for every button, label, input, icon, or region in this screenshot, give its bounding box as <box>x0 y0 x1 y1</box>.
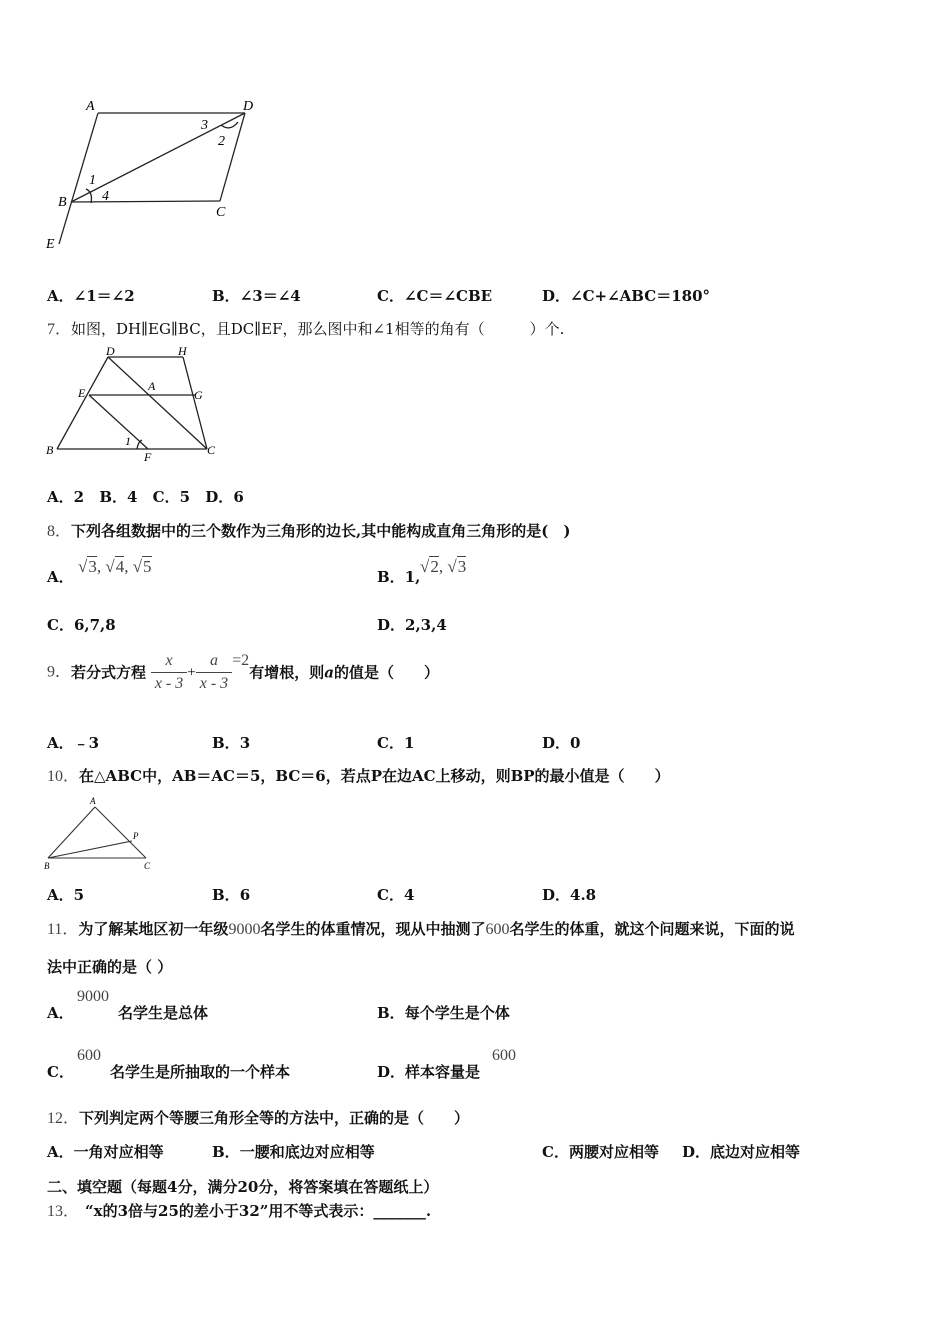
option-label: B． <box>212 1143 240 1161</box>
question-text: 名学生的体重，就这个问题来说，下面的说 <box>509 920 795 938</box>
q12-option-d[interactable] <box>682 1142 800 1162</box>
option-text: ∠C＝∠CBE <box>403 287 493 305</box>
option-text: ∠3＝∠4 <box>239 287 301 305</box>
option-text: 2,3,4 <box>405 616 447 634</box>
q8-option-b-radicals: √2, √3 <box>420 557 467 576</box>
line-dc <box>108 357 207 449</box>
number-9000: 9000 <box>228 921 261 938</box>
label-a: A <box>148 379 156 393</box>
option-text: ∠1＝∠2 <box>73 287 135 305</box>
q11-option-d-number: 600 <box>492 1047 516 1064</box>
q8-option-b[interactable] <box>377 567 420 587</box>
q8-option-c[interactable] <box>47 615 116 635</box>
denominator: x - 3 <box>196 672 232 695</box>
option-text: 1, <box>404 568 421 586</box>
option-text: 底边对应相等 <box>710 1143 801 1161</box>
numerator: a <box>209 652 218 669</box>
question-number: 8． <box>47 523 72 540</box>
option-label: D． <box>377 616 406 634</box>
q6-option-a[interactable] <box>47 286 135 306</box>
option-text: 0 <box>570 734 581 752</box>
q10-option-a[interactable] <box>47 885 84 905</box>
option-label: C． <box>47 1063 74 1081</box>
q10-option-b[interactable] <box>212 885 250 905</box>
plus-sign: + <box>187 664 196 681</box>
option-label: D． <box>205 488 234 506</box>
angle-4: 4 <box>102 189 109 204</box>
option-text: 6 <box>239 886 251 904</box>
q8-option-d[interactable] <box>377 615 447 635</box>
option-label: C． <box>542 1143 569 1161</box>
option-label: D． <box>542 287 571 305</box>
question-number: 13． <box>47 1203 80 1220</box>
label-c: C <box>207 443 216 457</box>
radicand: 3 <box>457 557 467 576</box>
option-label: A． <box>47 568 74 586</box>
q10-stem <box>47 766 670 787</box>
option-text: 4 <box>127 488 138 506</box>
option-text: 样本容量是 <box>405 1063 481 1081</box>
option-text: 5 <box>73 886 85 904</box>
fraction-x-over-x-minus-3 <box>151 650 187 695</box>
question-text: 的值是（ ） <box>333 663 439 682</box>
label-b: B <box>58 195 67 210</box>
question-text: 下列各组数据中的三个数作为三角形的边长,其中能构成直角三角形的是( ) <box>71 522 571 540</box>
radicand: 3 <box>88 557 97 576</box>
sqrt-icon: √ <box>447 557 457 576</box>
q8-option-a[interactable] <box>47 567 74 587</box>
question-text: 若分式方程 <box>71 663 147 682</box>
option-label: D． <box>682 1143 711 1161</box>
label-d: D <box>243 99 254 114</box>
line-hc <box>183 357 207 449</box>
option-text: 6 <box>233 488 244 506</box>
label-b: B <box>46 443 54 457</box>
option-label: A． <box>47 886 74 904</box>
q6-option-d[interactable] <box>542 286 710 306</box>
option-text: 3 <box>239 734 251 752</box>
question-text: 在△ABC中，AB＝AC＝5，BC＝6，若点P在边AC上移动，则BP的最小值是（ ） <box>79 767 670 785</box>
q11-option-c[interactable] <box>47 1062 74 1082</box>
option-label: C． <box>377 734 404 752</box>
option-label: B． <box>377 1004 405 1022</box>
option-label: C． <box>377 287 404 305</box>
question-number: 11． <box>47 921 79 938</box>
numerator: x <box>165 652 173 669</box>
q11-option-c-number: 600 <box>77 1047 101 1064</box>
option-label: B． <box>377 568 405 586</box>
question-text: 下列判定两个等腰三角形全等的方法中，正确的是（ ） <box>79 1109 470 1127</box>
q11-option-b[interactable] <box>377 1003 510 1023</box>
variable-a: a <box>324 663 334 682</box>
radicand: 4 <box>115 557 125 576</box>
q11-stem-line1 <box>47 919 794 940</box>
option-text: 6,7,8 <box>73 616 116 634</box>
question-text: 为了解某地区初一年级 <box>78 920 229 938</box>
angle-2: 2 <box>218 134 225 149</box>
option-label: A． <box>47 488 74 506</box>
sqrt-icon: √ <box>132 557 143 576</box>
q8-stem <box>47 521 570 542</box>
q11-option-a[interactable] <box>47 1003 74 1023</box>
option-text: ∠C+∠ABC＝180° <box>570 287 711 305</box>
option-label: A． <box>47 287 74 305</box>
option-label: C． <box>47 616 74 634</box>
angle-3: 3 <box>201 118 208 133</box>
arc-angle-1 <box>137 440 142 449</box>
option-label: B． <box>212 886 240 904</box>
label-c: C <box>216 205 226 220</box>
number-600: 600 <box>485 921 510 938</box>
option-text: ﹣3 <box>73 734 100 752</box>
angle-1: 1 <box>89 173 96 188</box>
q12-stem <box>47 1108 469 1129</box>
angle-1: 1 <box>125 434 131 448</box>
option-label: D． <box>377 1063 406 1081</box>
q9-option-c[interactable] <box>377 733 414 753</box>
q8-option-a-radicals: √3, √4, √5 <box>78 557 152 576</box>
question-number: 7． <box>47 321 72 338</box>
label-a: A <box>90 796 96 806</box>
question-text: “x的3倍与25的差小于32”用不等式表示： <box>85 1202 374 1220</box>
radicand: 5 <box>143 557 152 576</box>
option-text: 一腰和底边对应相等 <box>239 1143 375 1161</box>
equals-two: =2 <box>232 652 250 669</box>
side-bc <box>71 201 220 202</box>
section-title-fill-in: 二、填空题（每题4分，满分20分，将答案填在答题纸上） <box>47 1178 439 1196</box>
q13-stem <box>47 1201 431 1222</box>
q10-option-d[interactable] <box>542 885 596 905</box>
question-end: . <box>425 1202 432 1220</box>
question-number: 9． <box>47 663 72 681</box>
q11-stem-line2: 法中正确的是（ ） <box>47 958 173 976</box>
question-number: 10． <box>47 768 80 785</box>
question-text: 名学生的体重情况，现从中抽测了 <box>260 920 486 938</box>
q9-option-a[interactable] <box>47 733 99 753</box>
label-h: H <box>178 344 187 358</box>
q9-option-d[interactable] <box>542 733 580 753</box>
question-number: 12． <box>47 1110 80 1127</box>
option-text: 2 <box>73 488 85 506</box>
q10-triangle-figure <box>42 795 158 877</box>
sqrt-icon: √ <box>105 557 115 576</box>
q6-option-b[interactable] <box>212 286 301 306</box>
option-label: B． <box>212 734 240 752</box>
label-f: F <box>144 450 152 464</box>
q7-option-a[interactable] <box>47 488 84 506</box>
option-text: 5 <box>179 488 191 506</box>
label-c: C <box>144 861 151 871</box>
option-label: A． <box>47 1143 74 1161</box>
q6-option-c[interactable] <box>377 286 492 306</box>
q12-option-c[interactable] <box>542 1142 659 1162</box>
q7-option-b[interactable] <box>99 488 137 506</box>
option-text: 每个学生是个体 <box>404 1004 510 1022</box>
option-text: 4.8 <box>570 886 597 904</box>
option-text: 一角对应相等 <box>73 1143 164 1161</box>
q11-option-a-number: 9000 <box>77 988 109 1005</box>
q7-option-c[interactable] <box>153 488 190 506</box>
q12-option-a[interactable] <box>47 1142 164 1162</box>
q7-stem <box>47 319 564 340</box>
sqrt-icon: √ <box>420 557 430 576</box>
q7-option-d[interactable] <box>205 488 243 506</box>
q7-trapezoid-figure <box>40 344 230 466</box>
arc-angle-4 <box>86 189 91 203</box>
line-ef <box>89 395 148 449</box>
label-p: P <box>133 831 139 841</box>
question-text: 如图，DH∥EG∥BC，且DC∥EF，那么图中和∠1相等的角有（ ）个. <box>71 320 565 338</box>
option-text: 1 <box>403 734 415 752</box>
q6-parallelogram-figure <box>40 92 280 257</box>
label-b: B <box>44 861 50 871</box>
question-text: 有增根，则 <box>249 663 325 682</box>
diagonal-bd <box>71 113 245 202</box>
label-d: D <box>106 344 115 358</box>
label-a: A <box>86 99 95 114</box>
q12-option-b[interactable] <box>212 1142 375 1162</box>
q11-option-c-text: 名学生是所抽取的一个样本 <box>110 1063 291 1081</box>
answer-blank[interactable]: _______ <box>373 1202 426 1220</box>
option-label: A． <box>47 734 74 752</box>
label-g: G <box>194 388 203 402</box>
radicand: 2 <box>430 557 439 576</box>
sqrt-icon: √ <box>78 557 88 576</box>
option-label: B． <box>212 287 240 305</box>
q10-option-c[interactable] <box>377 885 414 905</box>
q9-option-b[interactable] <box>212 733 250 753</box>
q9-stem <box>47 650 439 695</box>
option-label: D． <box>542 734 571 752</box>
option-label: C． <box>152 488 180 506</box>
denominator: x - 3 <box>151 672 187 695</box>
arc-angle-2 <box>221 122 238 128</box>
option-label: B． <box>99 488 127 506</box>
option-text: 两腰对应相等 <box>568 1143 659 1161</box>
fraction-a-over-x-minus-3 <box>196 650 232 695</box>
option-label: C． <box>377 886 404 904</box>
q7-options <box>47 487 244 507</box>
option-label: A． <box>47 1004 74 1022</box>
line-bd <box>57 357 108 449</box>
q11-option-d[interactable] <box>377 1062 480 1082</box>
label-e: E <box>46 237 55 252</box>
q11-option-a-text: 名学生是总体 <box>118 1004 209 1022</box>
option-label: D． <box>542 886 571 904</box>
label-e: E <box>78 386 86 400</box>
option-text: 4 <box>403 886 415 904</box>
